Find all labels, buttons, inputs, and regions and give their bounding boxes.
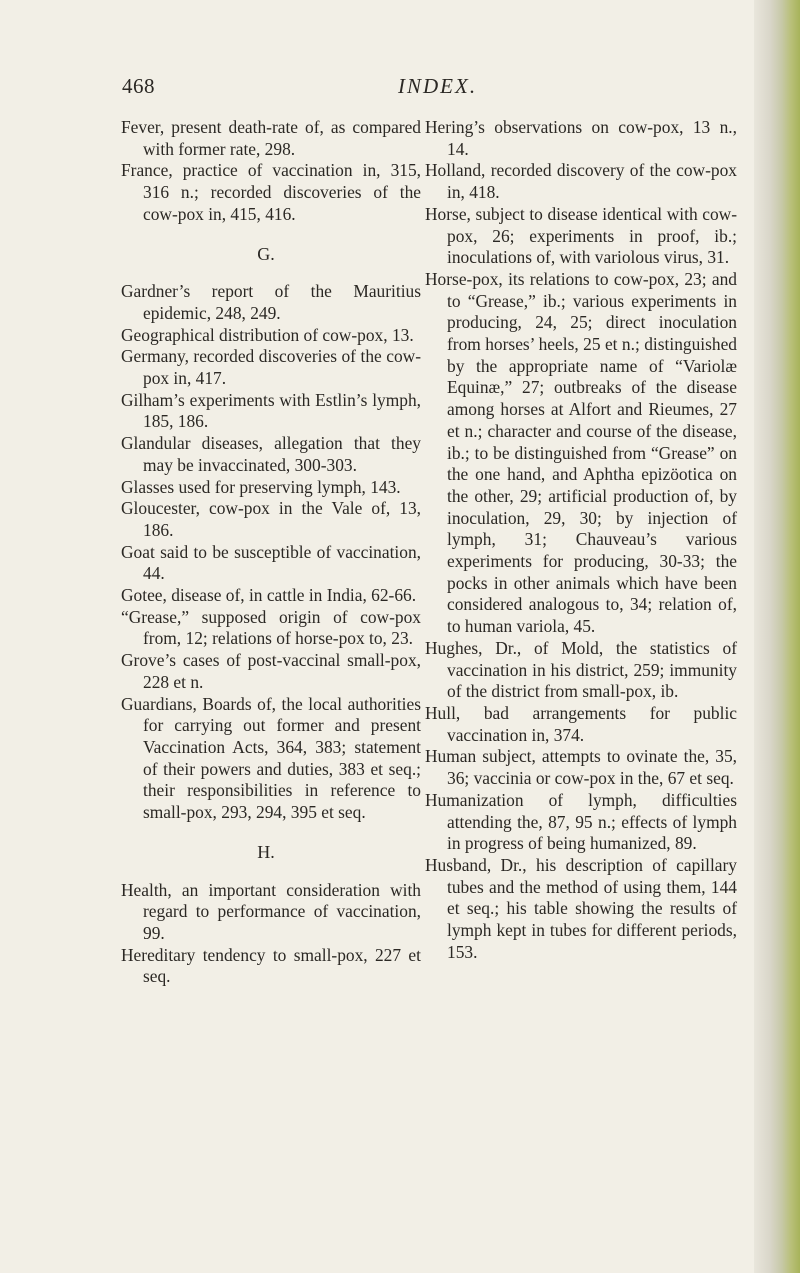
index-entry: Gotee, disease of, in cattle in India, 62-66.	[121, 585, 417, 606]
index-column-left	[121, 117, 421, 988]
page-header	[0, 74, 800, 104]
index-entry: Humanization of lymph, difficulties attending the, 87, 95 n.; effects of lymph in progress of being humanized, 89.	[425, 789, 737, 854]
index-entry: Gloucester, cow-pox in the Vale of, 13, 186.	[121, 498, 421, 540]
section-letter: H.	[257, 841, 275, 862]
index-entry: Holland, recorded discovery of the cow-pox in, 418.	[425, 160, 737, 203]
index-entry: Hughes, Dr., of Mold, the statistics of vaccination in his district, 259; immunity of the district from small-pox, ib.	[425, 637, 737, 702]
index-entry: Human subject, attempts to ovinate the, 35, 36; vaccinia or cow-pox in the, 67 et seq.	[425, 746, 737, 789]
page-number: 468	[122, 74, 155, 98]
index-entry: Goat said to be susceptible of vaccination, 44.	[121, 541, 421, 584]
index-entry: Hereditary tendency to small-pox, 227 et seq.	[121, 944, 421, 987]
index-entry: Horse, subject to disease identical with cow-pox, 26; experiments in proof, ib.; inoculations of, with variolous virus, 31.	[425, 203, 737, 268]
section-letter: G.	[257, 243, 275, 264]
index-entry: Husband, Dr., his description of capillary tubes and the method of using them, 144 et seq.; his table showing the results of lymph kept in tubes for different periods, 153.	[425, 854, 737, 962]
index-entry: Gilham’s experiments with Estlin’s lymph, 185, 186.	[121, 389, 421, 432]
index-entry: Hering’s observations on cow-pox, 13 n., 14.	[425, 117, 737, 159]
index-entry: Hull, bad arrangements for public vaccination in, 374.	[425, 702, 737, 745]
index-entry: Fever, present death-rate of, as compared with former rate, 298.	[121, 117, 421, 159]
index-entry: Guardians, Boards of, the local authorities for carrying out former and present Vaccination Acts, 364, 383; statement of their powers and duties, 383 et seq.; their responsibilities in reference to small-pox, 293, 294, 395 et seq.	[121, 693, 421, 823]
index-entry: Glasses used for preserving lymph, 143.	[121, 476, 401, 497]
index-entry: Grove’s cases of post-vaccinal small-pox, 228 et n.	[121, 650, 421, 692]
index-column-right	[425, 117, 737, 963]
index-entry: Glandular diseases, allegation that they may be invaccinated, 300-303.	[121, 433, 421, 475]
running-head: INDEX.	[398, 74, 478, 98]
index-entry: Horse-pox, its relations to cow-pox, 23; and to “Grease,” ib.; various experiments in producing, 24, 25; direct inoculation from horses’ heels, 25 et n.; distinguished by the appropriate name of “Variolæ Equinæ,” 27; outbreaks of the disease among horses at Alfort and Rieumes, 27 et n.; character and course of the disease, ib.; to be distinguished from “Grease” on the one hand, and Aphtha epizöotica on the other, 29; artificial production of, by inoculation, 29, 30; by injection of lymph, 31; Chauveau’s various experiments for producing, 30-33; the pocks in other animals which have been considered analogous to, 34; relation of, to human variola, 45.	[425, 268, 737, 637]
index-entry: Health, an important consideration with regard to performance of vaccination, 99.	[121, 879, 421, 943]
index-entry: France, practice of vaccination in, 315, 316 n.; recorded discoveries of the cow-pox in, 415, 416.	[121, 160, 421, 224]
index-entry: Geographical distribution of cow-pox, 13.	[121, 324, 414, 345]
index-entry: Germany, recorded discoveries of the cow-pox in, 417.	[121, 346, 421, 389]
index-entry: Gardner’s report of the Mauritius epidemic, 248, 249.	[121, 281, 421, 323]
index-entry: “Grease,” supposed origin of cow-pox from, 12; relations of horse-pox to, 23.	[121, 606, 421, 649]
page-edge	[754, 0, 800, 1273]
